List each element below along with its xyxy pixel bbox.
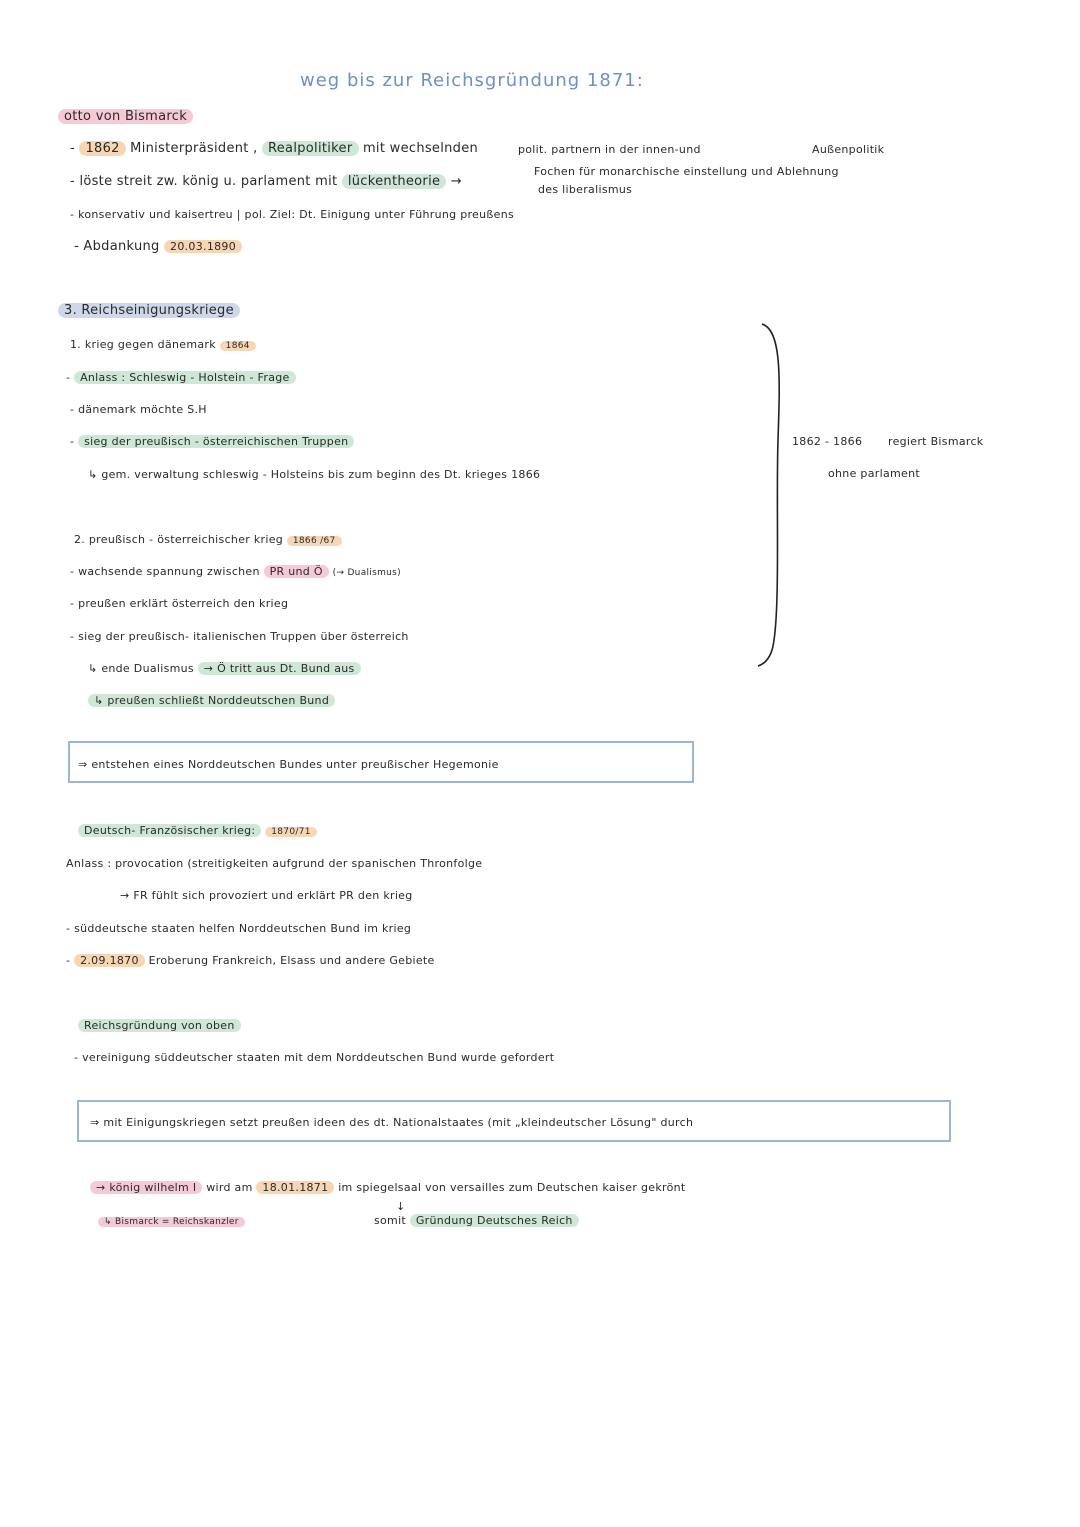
bismarck-line-1-end: Außenpolitik [812, 143, 885, 156]
krieg-2-line-5: ↳ preußen schließt Norddeutschen Bund [88, 692, 335, 710]
date-badge: 20.03.1890 [164, 240, 242, 253]
rg-heading: Reichsgründung von oben [78, 1017, 241, 1035]
krieg-1-line-4: ↳ gem. verwaltung schleswig - Holsteins bis zum beginn des Dt. krieges 1866 [88, 468, 541, 481]
bismarck-line-1: - 1862 Ministerpräsident , Realpolitiker mit wechselnden [70, 141, 479, 156]
summary-box-2-text: ⇒ mit Einigungskriegen setzt preußen ideen des dt. Nationalstaates (mit „kleindeutscher Lösung" durch [90, 1116, 694, 1129]
side-note-regiert: regiert Bismarck [888, 435, 984, 448]
rg-line-1: - vereinigung süddeutscher staaten mit dem Norddeutschen Bund wurde gefordert [74, 1051, 555, 1064]
krieg-2-line-3: - sieg der preußisch- italienischen Truppen über österreich [70, 630, 409, 643]
df-line-4: - 2.09.1870 Eroberung Frankreich, Elsass und andere Gebiete [66, 954, 435, 967]
krieg-1-title: 1. krieg gegen dänemark 1864 [70, 336, 256, 355]
date-badge: 2.09.1870 [74, 954, 145, 967]
rg-somit: somit Gründung Deutsches Reich [374, 1212, 579, 1230]
page-title: weg bis zur Reichsgründung 1871: [300, 70, 644, 91]
year-badge: 1870/71 [265, 827, 317, 837]
year-badge: 1866 /67 [287, 536, 342, 546]
df-heading: Deutsch- Französischer krieg: 1870/71 [78, 822, 317, 841]
kriege-heading: 3. Reichseinigungskriege [58, 302, 240, 320]
bismarck-line-1-cont: polit. partnern in der innen-und [518, 143, 701, 156]
krieg-1-line-2: - dänemark möchte S.H [70, 403, 207, 416]
krieg-1-anlass: - Anlass : Schleswig - Holstein - Frage [66, 369, 296, 387]
year-badge: 1862 [79, 141, 125, 156]
bismarck-line-4: - Abdankung 20.03.1890 [74, 238, 242, 256]
rg-bismarck: ↳ Bismarck = Reichskanzler [98, 1212, 245, 1231]
bismarck-heading: otto von Bismarck [58, 108, 193, 126]
summary-box-1-text: ⇒ entstehen eines Norddeutschen Bundes unter preußischer Hegemonie [78, 758, 499, 771]
curly-brace-icon [752, 320, 796, 670]
year-badge: 1864 [220, 341, 256, 351]
df-line-3: - süddeutsche staaten helfen Norddeutschen Bund im krieg [66, 922, 412, 935]
side-note-years: 1862 - 1866 [792, 435, 863, 448]
krieg-2-title: 2. preußisch - österreichischer krieg 1866 /67 [74, 531, 342, 550]
date-badge: 18.01.1871 [256, 1181, 334, 1194]
df-line-2: → FR fühlt sich provoziert und erklärt PR den krieg [120, 889, 413, 902]
side-note-parlament: ohne parlament [828, 467, 920, 480]
bismarck-line-2-b: Fochen für monarchische einstellung und Ablehnung [534, 165, 839, 178]
down-arrow-icon: ↓ [396, 1200, 406, 1213]
bismarck-line-2-c: des liberalismus [538, 183, 633, 196]
krieg-2-line-1: - wachsende spannung zwischen PR und Ö (→ Dualismus) [70, 565, 401, 578]
bismarck-line-2: - löste streit zw. könig u. parlament mit lückentheorie → [70, 174, 462, 189]
df-anlass: Anlass : provocation (streitigkeiten aufgrund der spanischen Thronfolge [66, 857, 483, 870]
bismarck-line-3: - konservativ und kaisertreu | pol. Ziel: Dt. Einigung unter Führung preußens [70, 208, 514, 221]
rg-koenig-line: → könig wilhelm I wird am 18.01.1871 im spiegelsaal von versailles zum Deutschen kaiser gekrönt [90, 1179, 685, 1197]
krieg-2-line-4: ↳ ende Dualismus → Ö tritt aus Dt. Bund aus [88, 660, 361, 678]
krieg-2-line-2: - preußen erklärt österreich den krieg [70, 597, 289, 610]
krieg-1-line-3: - sieg der preußisch - österreichischen Truppen [70, 433, 354, 451]
